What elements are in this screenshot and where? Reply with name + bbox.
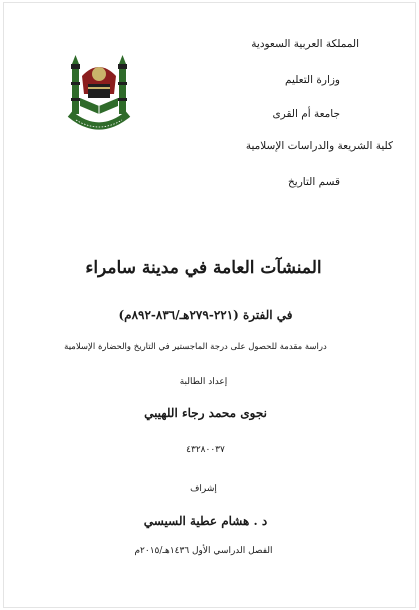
thesis-period: في الفترة (٢٢١-٢٧٩هـ/٨٣٦-٨٩٢م) bbox=[118, 308, 293, 322]
student-name: نجوى محمد رجاء اللهيبي bbox=[144, 406, 267, 420]
student-id: ٤٣٢٨٠٠٣٧ bbox=[186, 445, 225, 455]
kingdom-name: المملكة العربية السعودية bbox=[251, 38, 359, 50]
prepared-by-label: إعداد الطالبة bbox=[179, 377, 228, 387]
thesis-title: المنشآت العامة في مدينة سامراء bbox=[85, 258, 322, 278]
ministry-name: وزارة التعليم bbox=[285, 74, 340, 86]
college-name: كلية الشريعة والدراسات الإسلامية bbox=[245, 140, 393, 152]
umm-al-qura-university-seal-icon bbox=[66, 54, 132, 136]
department-name: قسم التاريخ bbox=[288, 176, 340, 188]
thesis-purpose: دراسة مقدمة للحصول على درجة الماجستير في التاريخ والحضارة الإسلامية bbox=[64, 342, 327, 352]
university-name: جامعة أم القرى bbox=[272, 108, 340, 120]
supervisor-name: د . هشام عطية السيسي bbox=[143, 514, 268, 528]
semester-date: الفصل الدراسي الأول ١٤٣٦هـ/٢٠١٥م bbox=[134, 546, 273, 556]
supervision-label: إشراف bbox=[190, 484, 217, 494]
